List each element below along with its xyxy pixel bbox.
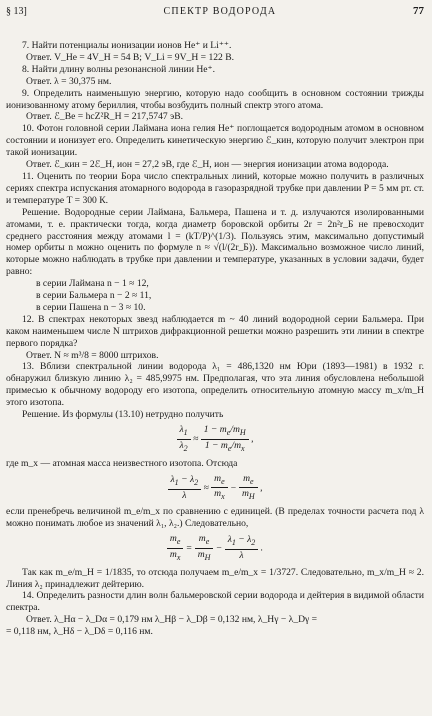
problem-14-text: 14. Определить разности длин волн бальмеровской серии водорода и дейтерия в видимой области спектра. xyxy=(6,590,424,614)
problem-7-answer: Ответ. V_He = 4V_H = 54 В; V_Li = 9V_H = 122 В. xyxy=(26,51,235,63)
problem-9-answer: Ответ. ℰ_Be = hcZ²R_H = 217,5747 эВ. xyxy=(26,111,184,123)
page-title: СПЕКТР ВОДОРОДА xyxy=(163,6,277,17)
problem-9-text: 9. Определить наименьшую энергию, которую надо сообщить в основном состоянии трижды ионизованному атому бериллия, чтобы возбудить полный спектр этого атома. xyxy=(6,87,424,111)
list-item: в серии Пашена n − 3 ≈ 10. xyxy=(36,301,146,313)
list-item: в серии Бальмера n − 2 ≈ 11, xyxy=(36,290,152,302)
problem-13-conclusion: Так как m_e/m_H = 1/1835, то отсюда получаем m_e/m_x = 1/3727. Следовательно, m_x/m_H ≈ 2. Линия λ₂ принадлежит дейтерию. xyxy=(6,566,424,590)
formula-lambda-diff: $\frac{\lambda_1 - \lambda_2}{\lambda}$ ≈ $\frac{m_e}{m_x}$ − $\frac{m_e}{m_H}$ , xyxy=(6,473,424,504)
list-item: в серии Лаймана n − 1 ≈ 12, xyxy=(36,278,149,290)
problem-12-text: 12. В спектрах некоторых звезд наблюдается m ~ 40 линий водородной серии Бальмера. При каком наименьшем числе N штрихов дифракционной решетки можно разрешить эти линии в спектре первого порядка? xyxy=(6,313,424,349)
problem-8-text: 8. Найти длину волны резонансной линии He⁺. xyxy=(22,63,215,75)
formula-mass-ratio: $\frac{m_e}{m_x}$ = $\frac{m_e}{m_H}$ − $\frac{\lambda_1 - \lambda_2}{\lambda}$ . xyxy=(6,533,424,564)
section-ref: § 13] xyxy=(6,6,27,17)
problem-10-answer: Ответ. ℰ_кин = 2ℰ_H, ион = 27,2 эВ, где ℰ_H, ион — энергия ионизации атома водорода. xyxy=(26,159,389,171)
problem-13-text: 13. Вблизи спектральной линии водорода λ₁ = 486,1320 нм Юри (1893—1981) в 1932 г. обнаружил близкую линию λ₂ = 485,9975 нм. Предполагая, что эта линия обусловлена небольшой примесью к обычному водороду его изотопа, определить относительную атомную массу m_x/m_H этого изотопа. xyxy=(6,361,424,409)
problem-10-text: 10. Фотон головной серии Лаймана иона гелия He⁺ поглощается водородным атомом в основном состоянии и ионизует его. Определить кинетическую энергию ℰ_кин, которую получит электрон при такой ионизации. xyxy=(6,123,424,159)
problem-11-solution: Решение. Водородные серии Лаймана, Бальмера, Пашена и т. д. излучаются изолированными атомами, т. е. практически тогда, когда диаметр боровской орбиты 2r = 2n²r_Б не превосходит среднего расстояния между атомами l = (kT/P)^(1/3). Пользуясь этим, максимально допустимый номер орбиты n можно оценить по формуле n ≈ √(l/(2r_Б)). Максимально возможное число линий, которые можно наблюдать в трубке при давлении и температуре, указанных в условии задачи, будет равно: xyxy=(6,206,424,278)
problem-13-text-2: где m_x — атомная масса неизвестного изотопа. Отсюда xyxy=(6,457,238,469)
formula-lambda-ratio: $\frac{\lambda_1}{\lambda_2}$ ≈ $\frac{1 - m_e/m_H}{1 - m_e/m_x}$ , xyxy=(6,424,424,455)
page-header xyxy=(6,6,424,24)
problem-14-answer: Ответ. λ_Hα − λ_Dα = 0,179 нм λ_Hβ − λ_Dβ = 0,132 нм, λ_Hγ − λ_Dγ = xyxy=(26,614,318,626)
problem-8-answer: Ответ. λ = 30,375 нм. xyxy=(26,75,112,87)
problem-13-text-3: если пренебречь величиной m_e/m_x по сравнению с единицей. (В пределах точности расчета под λ можно понимать любое из значений λ₁, λ₂.) Следовательно, xyxy=(6,506,424,530)
problem-13-solution: Решение. Из формулы (13.10) нетрудно получить xyxy=(22,409,224,421)
problem-11-text: 11. Оценить по теории Бора число спектральных линий, которые можно получить в различных сериях спектра испускания атомарного водорода в газоразрядной трубке при давлении P = 5 мм рт. ст. и температуре T = 300 К. xyxy=(6,170,424,206)
problem-11-series-list xyxy=(6,278,424,314)
problem-14-answer-cont: = 0,118 нм, λ_Hδ − λ_Dδ = 0,116 нм. xyxy=(6,626,153,638)
page-number: 77 xyxy=(412,5,424,17)
problem-12-answer: Ответ. N ≈ m³/8 = 8000 штрихов. xyxy=(26,349,159,361)
problem-7-text: 7. Найти потенциалы ионизации ионов He⁺ и Li⁺⁺. xyxy=(22,40,232,51)
